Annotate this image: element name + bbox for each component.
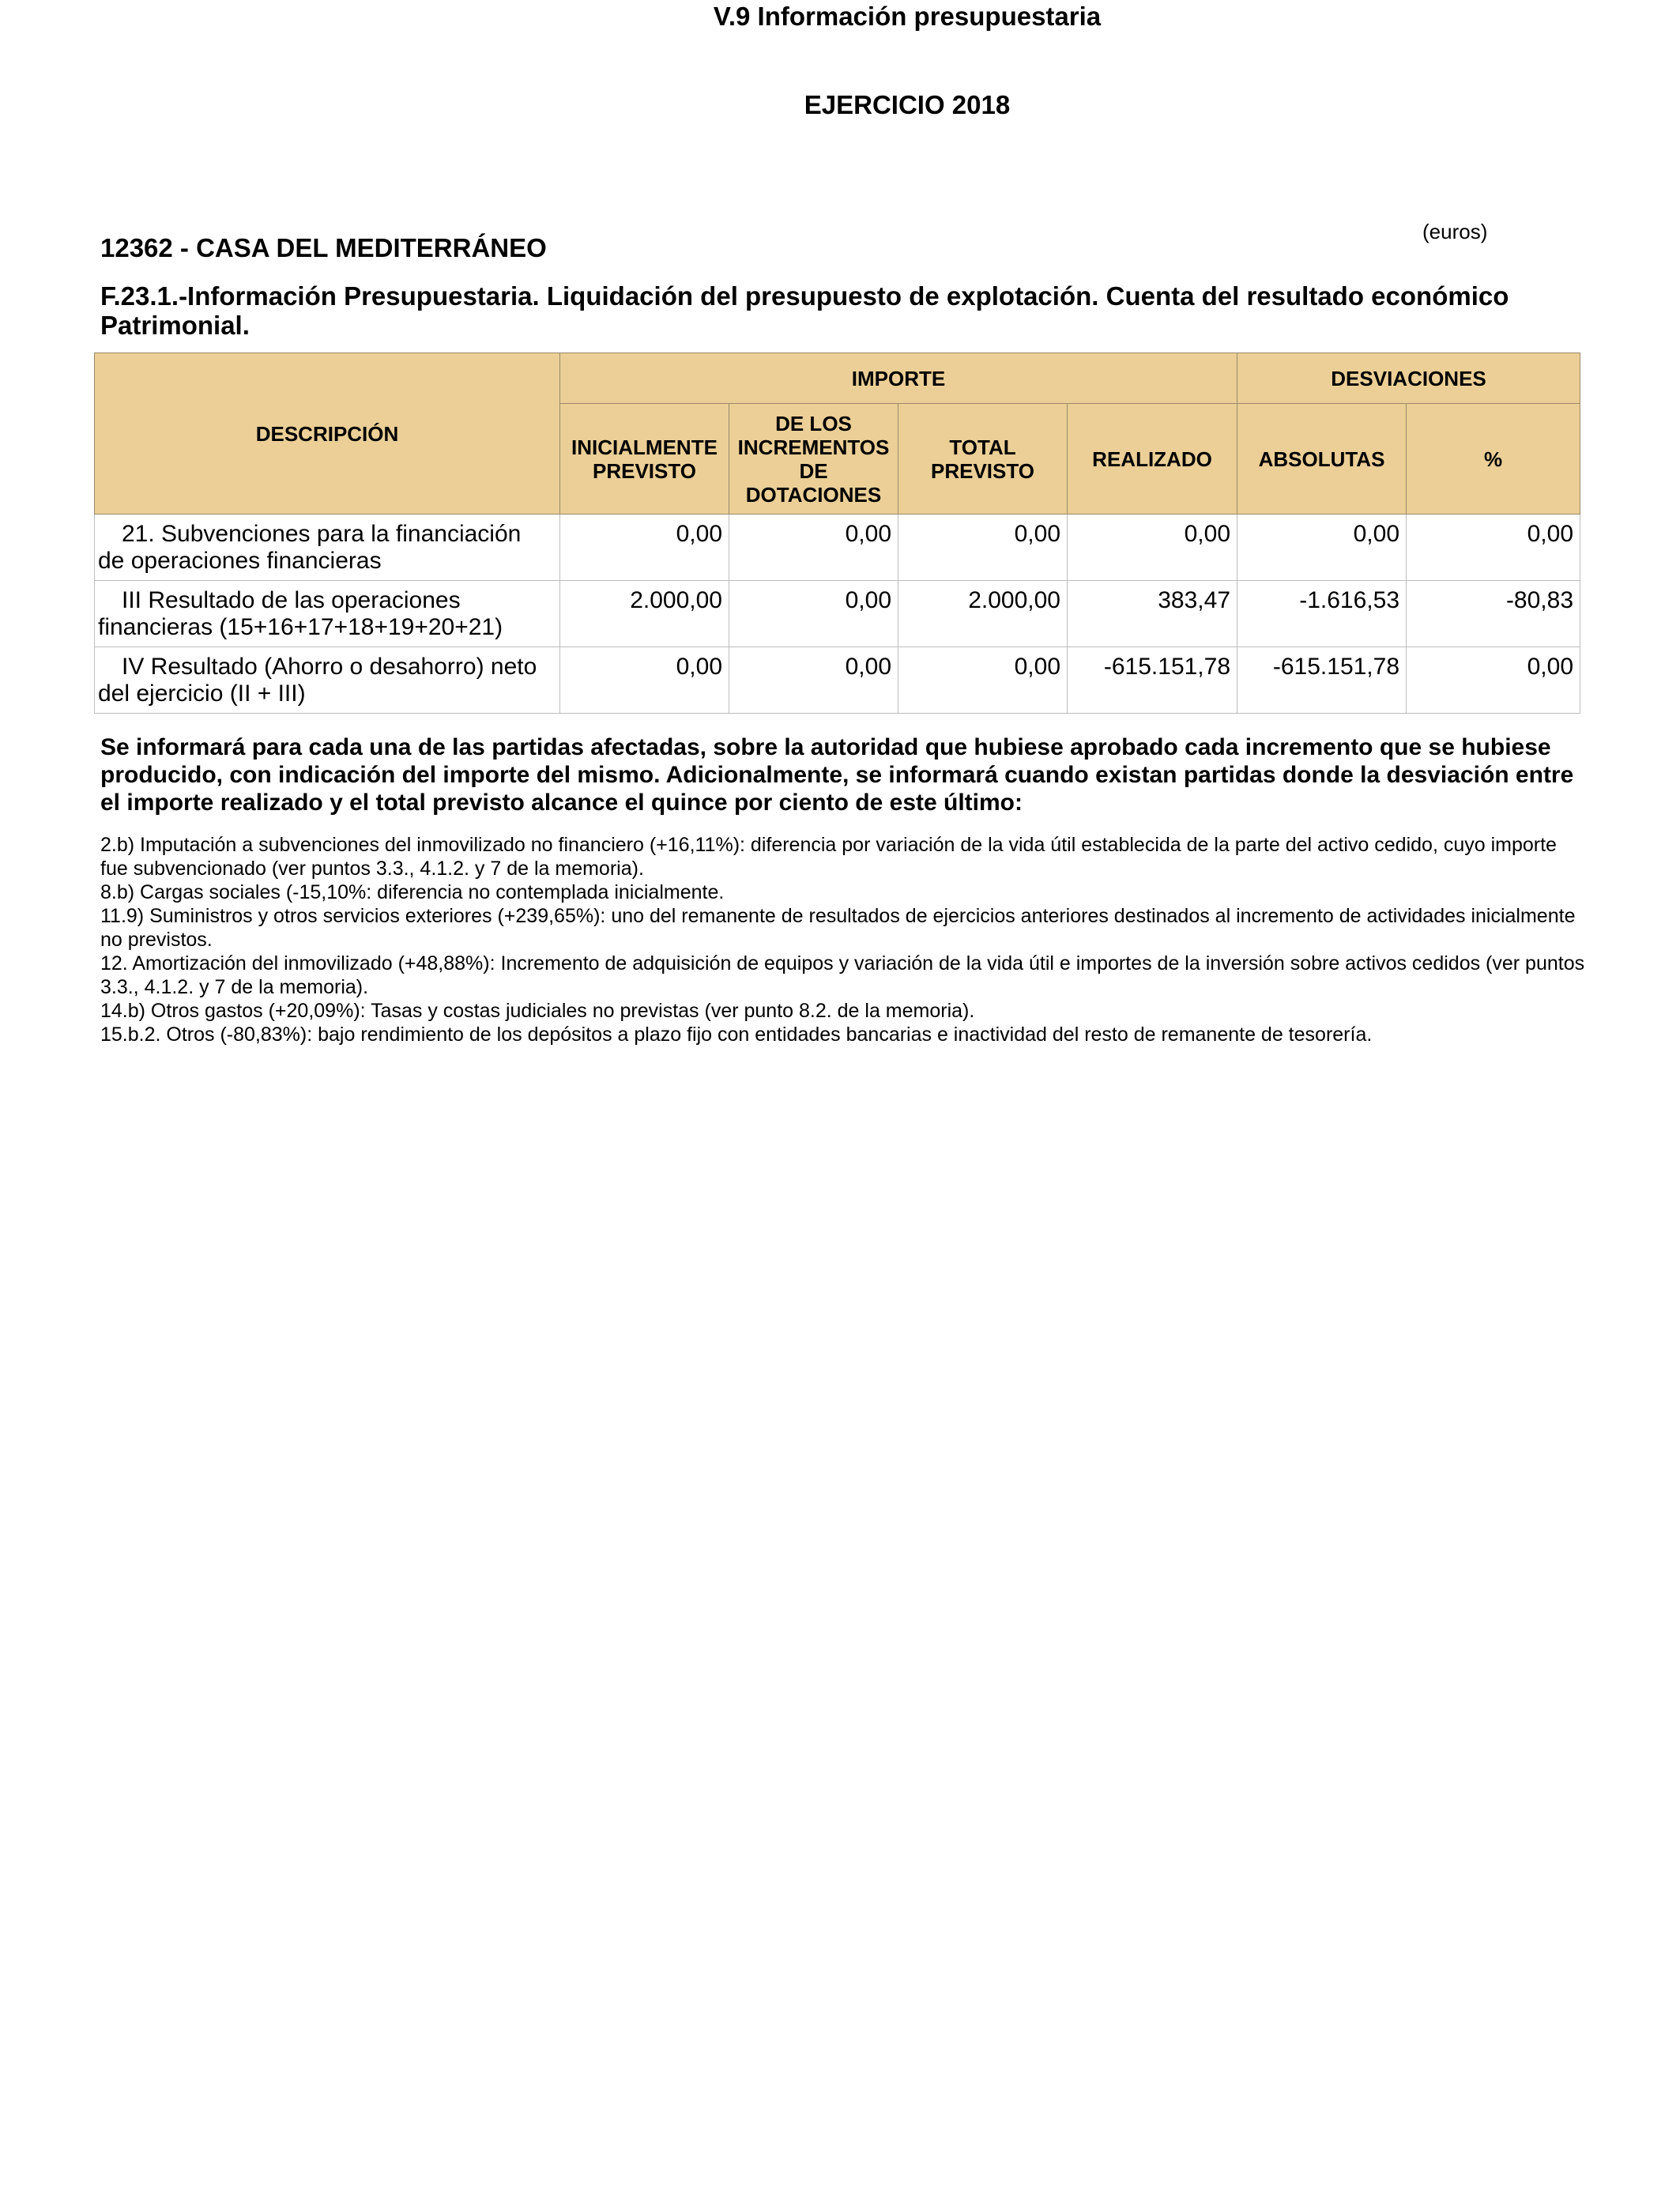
cell-inicialmente: 0,00 (560, 647, 729, 714)
budget-table (94, 352, 1580, 714)
col-inicialmente-previsto: INICIALMENTE PREVISTO (560, 404, 729, 515)
cell-realizado: -615.151,78 (1068, 647, 1237, 714)
cell-absolutas: 0,00 (1237, 515, 1407, 581)
cell-pct: -80,83 (1407, 581, 1580, 647)
group-importe: IMPORTE (560, 353, 1237, 404)
col-pct: % (1407, 404, 1580, 515)
cell-absolutas: -1.616,53 (1237, 581, 1407, 647)
col-total-previsto: TOTAL PREVISTO (898, 404, 1068, 515)
table-row (95, 515, 1580, 581)
col-absolutas: ABSOLUTAS (1237, 404, 1407, 515)
note-item: 11.9) Suministros y otros servicios exteriores (+239,65%): uno del remanente de resultados de ejercicios anteriores destinados al incremento de actividades inicialmente no previstos. (100, 905, 1576, 951)
section-title: V.9 Información presupuestaria (713, 2, 1102, 31)
col-incrementos-dotaciones: DE LOS INCREMENTOS DE DOTACIONES (729, 404, 898, 515)
cell-incrementos: 0,00 (729, 515, 898, 581)
cell-total: 0,00 (898, 647, 1068, 714)
entity-title: 12362 - CASA DEL MEDITERRÁNEO (100, 233, 547, 262)
cell-incrementos: 0,00 (729, 581, 898, 647)
exercise-title: EJERCICIO 2018 (804, 90, 1011, 119)
row-description: 21. Subvenciones para la financiación de operaciones financieras (95, 515, 560, 581)
note-item: 8.b) Cargas sociales (-15,10%: diferencia no contemplada inicialmente. (100, 881, 725, 903)
form-title: F.23.1.-Información Presupuestaria. Liquidación del presupuesto de explotación. Cuenta del resultado económico Patrimonial. (100, 281, 1509, 340)
cell-pct: 0,00 (1407, 647, 1580, 714)
table-row (95, 647, 1580, 714)
row-description: III Resultado de las operaciones financieras (15+16+17+18+19+20+21) (95, 581, 560, 647)
cell-inicialmente: 0,00 (560, 515, 729, 581)
row-description: IV Resultado (Ahorro o desahorro) neto del ejercicio (II + III) (95, 647, 560, 714)
cell-incrementos: 0,00 (729, 647, 898, 714)
note-item: 14.b) Otros gastos (+20,09%): Tasas y costas judiciales no previstas (ver punto 8.2. de la memoria). (100, 1000, 975, 1022)
deviation-notes (100, 833, 1586, 1046)
units-label: (euros) (1422, 220, 1488, 243)
group-desviaciones: DESVIACIONES (1237, 353, 1580, 404)
cell-pct: 0,00 (1407, 515, 1580, 581)
col-descripcion: DESCRIPCIÓN (95, 353, 560, 515)
cell-inicialmente: 2.000,00 (560, 581, 729, 647)
cell-realizado: 383,47 (1068, 581, 1237, 647)
note-item: 15.b.2. Otros (-80,83%): bajo rendimiento de los depósitos a plazo fijo con entidades bancarias e inactividad del resto de remanente de tesorería. (100, 1023, 1373, 1046)
cell-absolutas: -615.151,78 (1237, 647, 1407, 714)
cell-total: 2.000,00 (898, 581, 1068, 647)
note-item: 12. Amortización del inmovilizado (+48,88%): Incremento de adquisición de equipos y variación de la vida útil e importes de la inversión sobre activos cedidos (ver puntos 3.3., 4.1.2. y 7 de la memoria). (100, 952, 1585, 998)
note-item: 2.b) Imputación a subvenciones del inmovilizado no financiero (+16,11%): diferencia por variación de la vida útil establecida de la parte del activo cedido, cuyo importe fue subvencionado (ver puntos 3.3., 4.1.2. y 7 de la memoria). (100, 834, 1557, 880)
cell-realizado: 0,00 (1068, 515, 1237, 581)
col-realizado: REALIZADO (1068, 404, 1237, 515)
cell-total: 0,00 (898, 515, 1068, 581)
instruction-text: Se informará para cada una de las partidas afectadas, sobre la autoridad que hubiese aprobado cada incremento que se hubiese producido, con indicación del importe del mismo. Adicionalmente, se informará cuando existan partidas donde la desviación entre el importe realizado y el total previsto alcance el quince por ciento de este último: (100, 734, 1574, 816)
table-row (95, 581, 1580, 647)
